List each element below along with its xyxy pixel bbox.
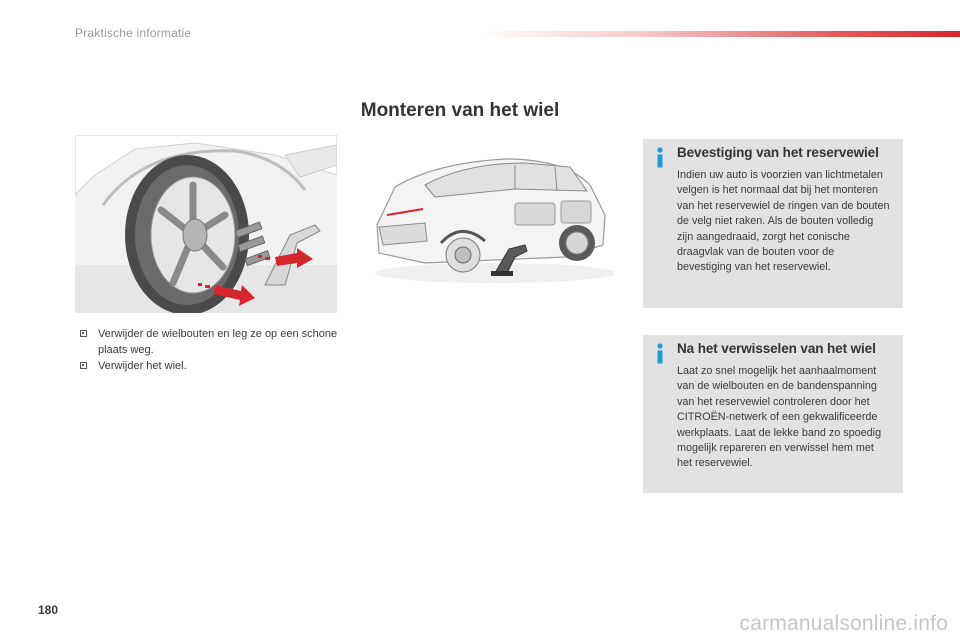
section-title: Praktische informatie <box>75 26 192 40</box>
header-accent-bar <box>478 31 960 37</box>
instruction-steps <box>80 326 340 374</box>
car-on-jack-illustration <box>365 145 625 295</box>
info-box-spare-wheel-fixing <box>643 139 903 308</box>
info-box-title: Bevestiging van het reservewiel <box>677 145 879 160</box>
info-box-text: Laat zo snel mogelijk het aanhaalmoment van de wielbouten en de bandenspanning van het reservewiel controleren door het CITROËN-netwerk of een gekwalificeerde werkplaats. Laat de lekke band zo spoedig mogelijk repareren en verwissel hem met het reservewiel. <box>677 365 882 470</box>
info-icon <box>653 147 667 169</box>
list-item <box>80 358 340 374</box>
page-number: 180 <box>38 603 59 617</box>
wheel-removal-illustration <box>75 135 337 313</box>
watermark: carmanualsonline.info <box>739 612 948 635</box>
step-text: Verwijder de wielbouten en leg ze op een schone plaats weg. <box>98 328 338 356</box>
page-title: Monteren van het wiel <box>360 100 560 121</box>
checkbox-bullet-icon <box>80 362 87 369</box>
info-box-after-wheel-change <box>643 335 903 493</box>
info-box-title: Na het verwisselen van het wiel <box>677 341 876 356</box>
info-icon <box>653 343 667 365</box>
list-item <box>80 326 340 358</box>
step-text: Verwijder het wiel. <box>98 360 187 372</box>
checkbox-bullet-icon <box>80 330 87 337</box>
info-box-text: Indien uw auto is voorzien van lichtmetalen velgen is het normaal dat bij het monteren van het reservewiel de ringen van de bouten de velg niet raken. Als de bouten volledig zijn aangedraaid, zorgt het conische draagvlak van de bouten voor de bevestiging van het reservewiel. <box>677 169 890 274</box>
